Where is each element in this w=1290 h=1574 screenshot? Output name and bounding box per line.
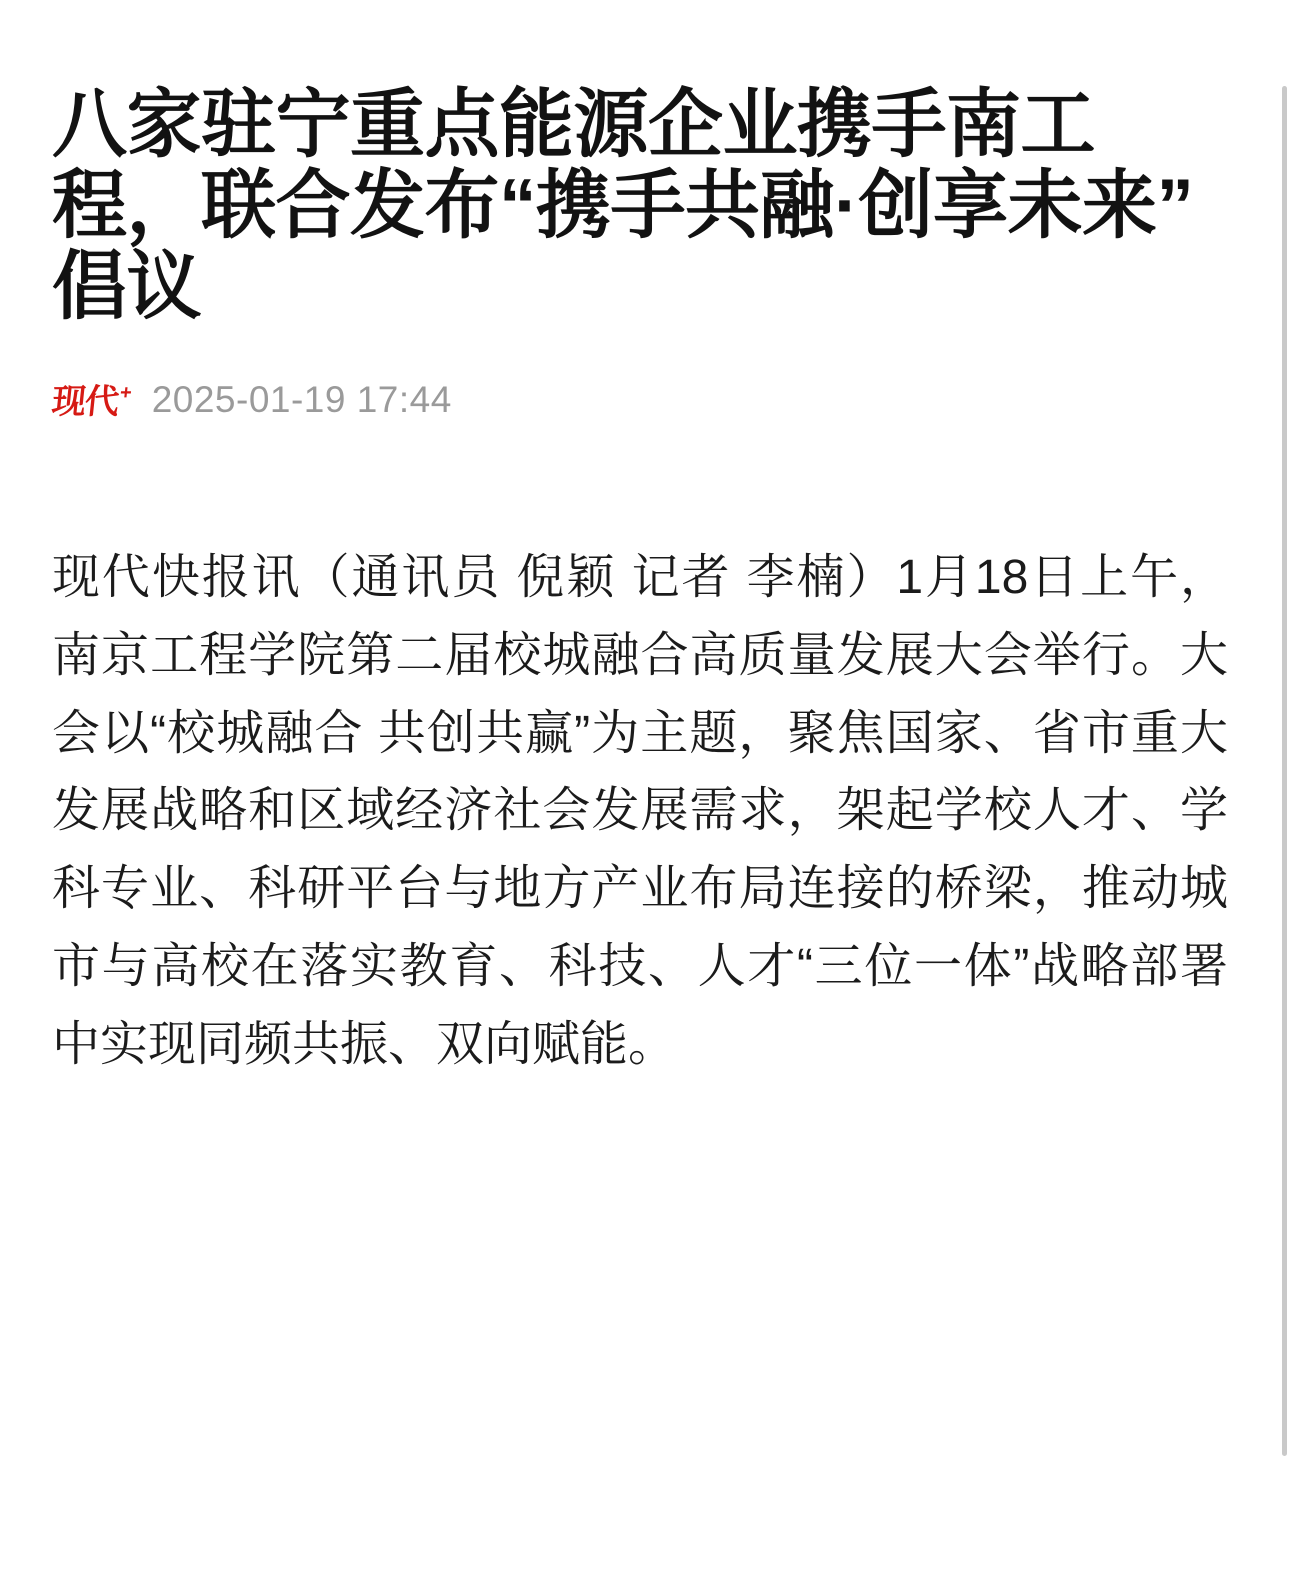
page-scrollbar-thumb[interactable]: [1282, 86, 1287, 1456]
brand-logo-plus: +: [118, 382, 132, 404]
brand-logo-text: 现代: [49, 382, 121, 422]
page-scrollbar[interactable]: [1280, 0, 1290, 1574]
page-title: 八家驻宁重点能源企业携手南工程，联合发布“携手共融·创享未来”倡议: [52, 82, 1194, 328]
publish-timestamp: 2025-01-19 17:44: [151, 379, 452, 420]
article-meta: [49, 379, 1228, 422]
article-body: [52, 539, 1228, 1083]
article-paragraph: 现代快报讯（通讯员 倪颖 记者 李楠）1月18日上午，南京工程学院第二届校城融合高质量发展大会举行。大会以“校城融合 共创共赢”为主题，聚焦国家、省市重大发展战略和区域经济社会发展需求，架起学校人才、学科专业、科研平台与地方产业布局连接的桥梁，推动城市与高校在落实教育、科技、人才“三位一体”战略部署中实现同频共振、双向赋能。: [52, 551, 1228, 1071]
brand-logo: [49, 382, 132, 422]
